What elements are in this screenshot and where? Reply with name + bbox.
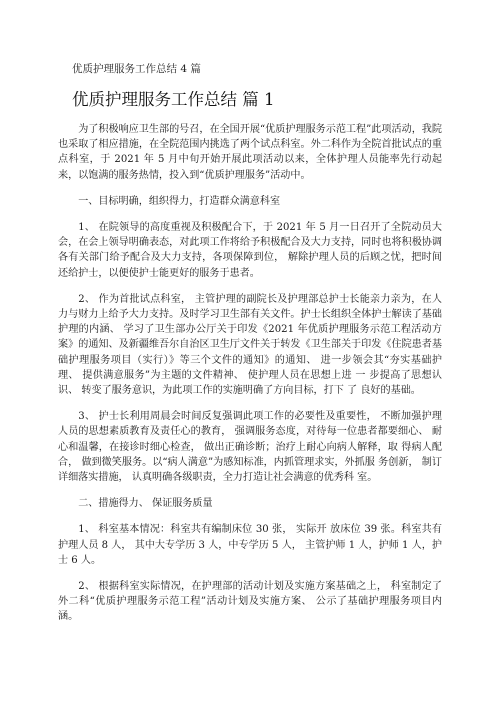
intro-paragraph: 为了积极响应卫生部的号召，在全国开展“优质护理服务示范工程”此项活动，我院也采取了相应措施，在全院范围内挑选了两个试点科室。外二科作为全院首批试点的重点科室，于 2021 年 5 月中旬开始开展此项活动以来，全体护理人员能率先行动起来，以饱满的服务热情，投入到“优质护理服务”活动中。 [58, 124, 442, 181]
paragraph-dept-plan: 2、 根据科室实际情况，在护理部的活动计划及实施方案基础之上， 科室制定了外二科“优质护理服务示范工程”活动计划及实施方案、 公示了基础护理服务项目内涵。 [58, 581, 442, 623]
section-heading-goals: 一、目标明确，组织得力，打造群众满意科室 [78, 195, 281, 207]
document-title: 优质护理服务工作总结 篇 1 [72, 90, 275, 109]
section-heading-measures: 二、措施得力、 保证服务质量 [78, 498, 213, 510]
paragraph-item-1: 1、 在院领导的高度重视及积极配合下，于 2021 年 5 月一日召开了全院动员大会，在会上领导明确表态，对此项工作将给予积极配合及大力支持，同时也将积极协调各有关部门给予配合及大力支持，各项保障到位， 解除护理人员的后顾之忧，把时间还给护士，以便使护士能更好的服务于患者。 [58, 222, 442, 279]
paragraph-item-2: 2、 作为首批试点科室， 主管护理的副院长及护理部总护士长能亲力亲为，在人力与财力上给予大力支持。及时学习卫生部有关文件。护士长组织全体护士解读了基础护理的内涵、 学习了卫生部办公厅关于印发《2021 年优质护理服务示范工程活动方案》的通知、及新疆维吾尔自治区卫生厅文件关于转发《卫生部关于印发《住院患者基础护理服务项目（实行）》等三个文件的通知》的通知、 进一步领会其“夯实基础护理、 提供满意服务”为主题的文件精神、 使护理人员在思想上进 一 步提高了思想认识、 转变了服务意识，为此项工作的实施明确了方向目标，打下 了 良好的基础。 [58, 293, 442, 397]
paragraph-item-3: 3、 护士长利用周晨会时间反复强调此项工作的必要性及重要性， 不断加强护理人员的思想素质教育及责任心的教育， 强调服务态度，对待每一位患者都要细心、 耐心和温馨，在接诊时细心检查， 做出正确诊断；治疗上耐心向病人解释，取 得病人配合， 做到微笑服务。以“病人满意”为感知标准，内抓管理求实，外抓服 务创新， 制订详细落实措施， 认真明确各级职责，全力打造让社会满意的优秀科 室。 [58, 411, 442, 484]
document-header: 优质护理服务工作总结 4 篇 [72, 63, 201, 75]
paragraph-dept-info: 1、 科室基本情况：科室共有编制床位 30 张， 实际开 放床位 39 张。科室共有 护理人员 8 人， 其中大专学历 3 人，中专学历 5 人， 主管护师 1 人，护师 1 人，护 士 6 人。 [58, 524, 442, 566]
